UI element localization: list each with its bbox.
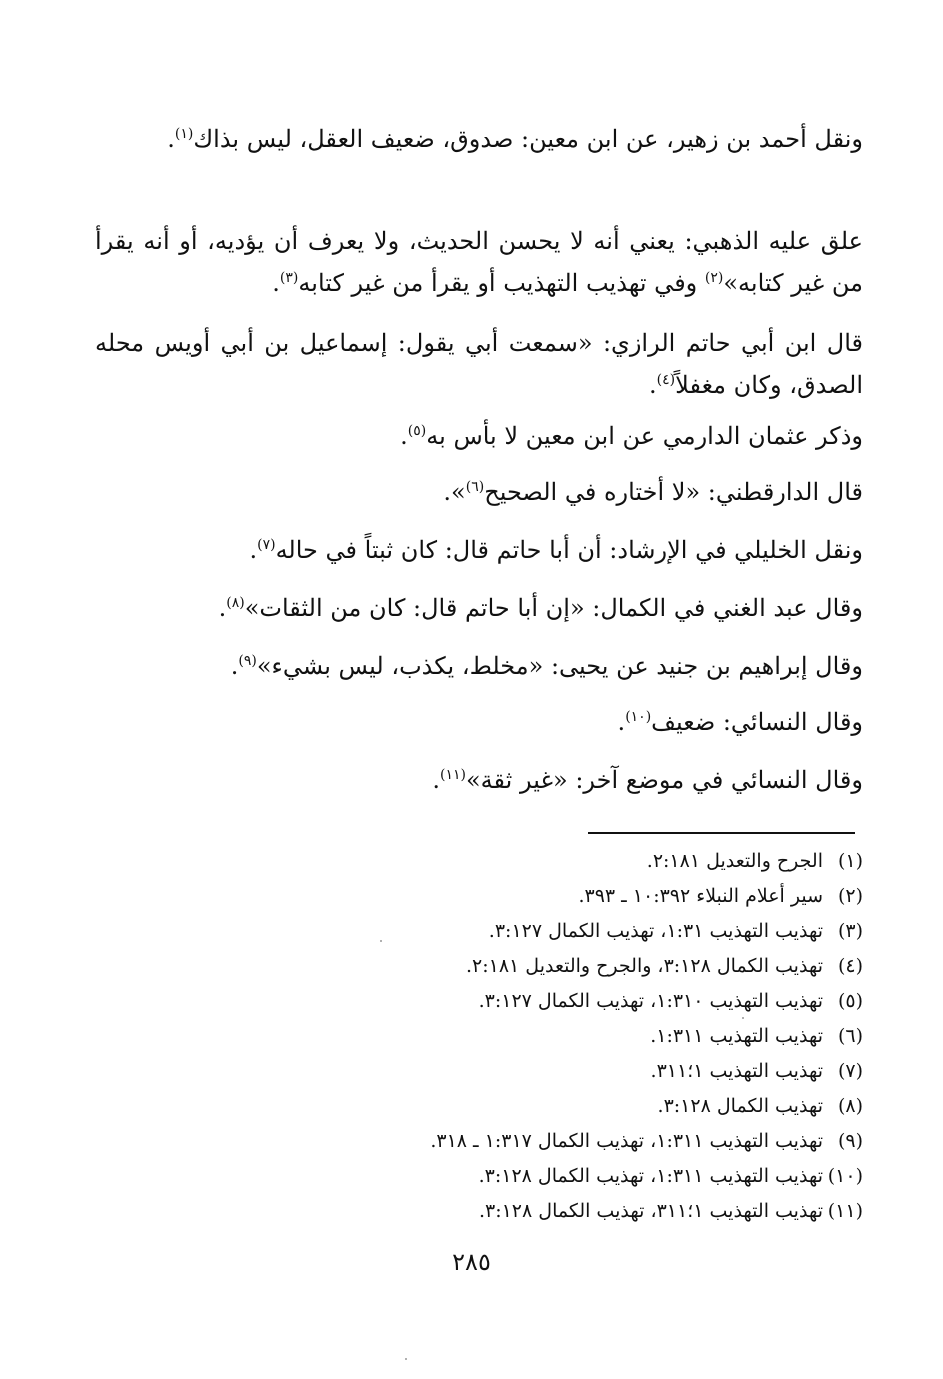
line-5-end: .: [400, 422, 408, 450]
paragraph-3-text: قال ابن أبي حاتم الرازي: «سمعت أبي يقول: إسماعيل بن أبي أويس محله الصدق، وكان مغفلاً: [95, 329, 863, 399]
footnote-5-number: (٥): [837, 990, 863, 1012]
scan-speck: [380, 940, 382, 942]
line-10-end: .: [617, 708, 626, 736]
footnote-ref-10[interactable]: (١٠): [625, 709, 652, 725]
footnote-6-number: (٦): [837, 1025, 863, 1047]
line-7: [249, 536, 863, 564]
footnote-ref-5[interactable]: (٥): [407, 423, 427, 439]
footnote-11-text: تهذيب التهذيب ١؛٣١١، تهذيب الكمال ٣:١٢٨.: [478, 1200, 823, 1222]
footnote-ref-7[interactable]: (٧): [257, 537, 276, 553]
footnote-ref-11[interactable]: (١١): [439, 767, 466, 783]
scan-speck: [742, 1017, 744, 1019]
footnote-8-text: تهذيب الكمال ٣:١٢٨.: [657, 1095, 823, 1117]
paragraph-1-text: ونقل أحمد بن زهير، عن ابن معين: صدوق، ضعيف العقل، ليس بذاك: [193, 125, 863, 153]
line-8-end: .: [218, 594, 227, 622]
footnote-4: [466, 951, 863, 981]
line-9: [231, 652, 863, 680]
line-8-text: وقال عبد الغني في الكمال: «إن أبا حاتم قال: كان من الثقات»: [244, 594, 863, 622]
footnote-2-text: سير أعلام النبلاء ١٠:٣٩٢ ـ ٣٩٣.: [578, 885, 823, 907]
footnote-separator: [588, 832, 855, 834]
footnote-1: [647, 846, 863, 876]
line-5-text: وذكر عثمان الدارمي عن ابن معين لا بأس به: [426, 422, 863, 450]
footnote-11-number: (١١): [827, 1200, 863, 1222]
footnote-9-number: (٩): [837, 1130, 863, 1152]
footnote-5-text: تهذيب التهذيب ١:٣١٠، تهذيب الكمال ٣:١٢٧.: [478, 990, 823, 1012]
footnote-3-text: تهذيب التهذيب ١:٣١، تهذيب الكمال ٣:١٢٧.: [488, 920, 823, 942]
footnote-ref-6[interactable]: (٦): [465, 479, 485, 495]
line-6-end: ».: [443, 478, 466, 506]
footnote-7-text: تهذيب التهذيب ١؛٣١١.: [650, 1060, 823, 1082]
footnote-1-number: (١): [837, 850, 863, 872]
footnote-11: [479, 1196, 863, 1226]
footnote-6: [650, 1021, 863, 1051]
line-11-text: وقال النسائي في موضع آخر: «غير ثقة»: [465, 766, 863, 794]
footnote-9: [430, 1126, 863, 1156]
footnote-6-text: تهذيب التهذيب ١:٣١١.: [650, 1025, 823, 1047]
line-11: [432, 766, 863, 794]
footnote-ref-4[interactable]: (٤): [656, 372, 676, 388]
footnote-8-number: (٨): [837, 1095, 863, 1117]
footnote-1-text: الجرح والتعديل ٢:١٨١.: [646, 850, 823, 872]
paragraph-2: علق عليه الذهبي: يعني أنه لا يحسن الحديث، ولا يعرف أن يؤديه، أو أنه يقرأ من غير كتابه»$^{(٢)}$ وفي تهذيب التهذيب أو يقرأ من غير كتابه$^{(٣)}$.: [95, 227, 863, 297]
paragraph-2-tail: وفي تهذيب التهذيب أو يقرأ من غير كتابه: [298, 269, 705, 297]
paragraph-2-text: علق عليه الذهبي: يعني أنه لا يحسن الحديث، ولا يعرف أن يؤديه، أو أنه يقرأ من غير كتابه»: [95, 227, 863, 297]
footnote-4-number: (٤): [837, 955, 863, 977]
paragraph-1: ونقل أحمد بن زهير، عن ابن معين: صدوق، ضعيف العقل، ليس بذاك$^{(١)}$.: [167, 125, 863, 153]
paragraph-3: قال ابن أبي حاتم الرازي: «سمعت أبي يقول: إسماعيل بن أبي أويس محله الصدق، وكان مغفلاً$^{(٤)}$.: [95, 329, 863, 399]
footnote-10-number: (١٠): [827, 1165, 863, 1187]
footnote-5: [479, 986, 863, 1016]
footnote-3-number: (٣): [837, 920, 863, 942]
line-6: [443, 478, 863, 506]
footnote-ref-8[interactable]: (٨): [226, 595, 245, 611]
footnote-2: [578, 881, 863, 911]
footnote-7-number: (٧): [837, 1060, 863, 1082]
footnote-2-number: (٢): [837, 885, 863, 907]
line-10-text: وقال النسائي: ضعيف: [651, 708, 863, 736]
footnote-ref-9[interactable]: (٩): [238, 653, 257, 669]
page-number: ٢٨٥: [452, 1248, 491, 1276]
line-9-end: .: [230, 652, 239, 680]
footnote-ref-3[interactable]: (٣): [279, 270, 299, 286]
footnote-10-text: تهذيب التهذيب ١:٣١١، تهذيب الكمال ٣:١٢٨.: [478, 1165, 823, 1187]
footnote-8: [658, 1091, 863, 1121]
line-7-text: ونقل الخليلي في الإرشاد: أن أبا حاتم قال: كان ثبتاً في حاله: [275, 536, 863, 564]
line-6-text: قال الدارقطني: «لا أختاره في الصحيح: [484, 478, 863, 506]
scan-speck: [405, 1358, 407, 1360]
footnote-ref-2[interactable]: (٢): [704, 270, 724, 286]
line-5: [400, 422, 863, 450]
footnote-3: [489, 916, 863, 946]
line-11-end: .: [432, 766, 440, 794]
line-10: [618, 708, 863, 736]
footnote-9-text: تهذيب التهذيب ١:٣١١، تهذيب الكمال ١:٣١٧ ـ ٣١٨.: [430, 1130, 823, 1152]
footnote-10: [479, 1161, 863, 1191]
line-7-end: .: [249, 536, 258, 564]
line-8: [219, 594, 863, 622]
line-9-text: وقال إبراهيم بن جنيد عن يحيى: «مخلط، يكذب، ليس بشيء»: [256, 652, 863, 680]
footnote-ref-1[interactable]: (١): [174, 126, 194, 142]
footnote-4-text: تهذيب الكمال ٣:١٢٨، والجرح والتعديل ٢:١٨١.: [465, 955, 823, 977]
footnote-7: [651, 1056, 863, 1086]
